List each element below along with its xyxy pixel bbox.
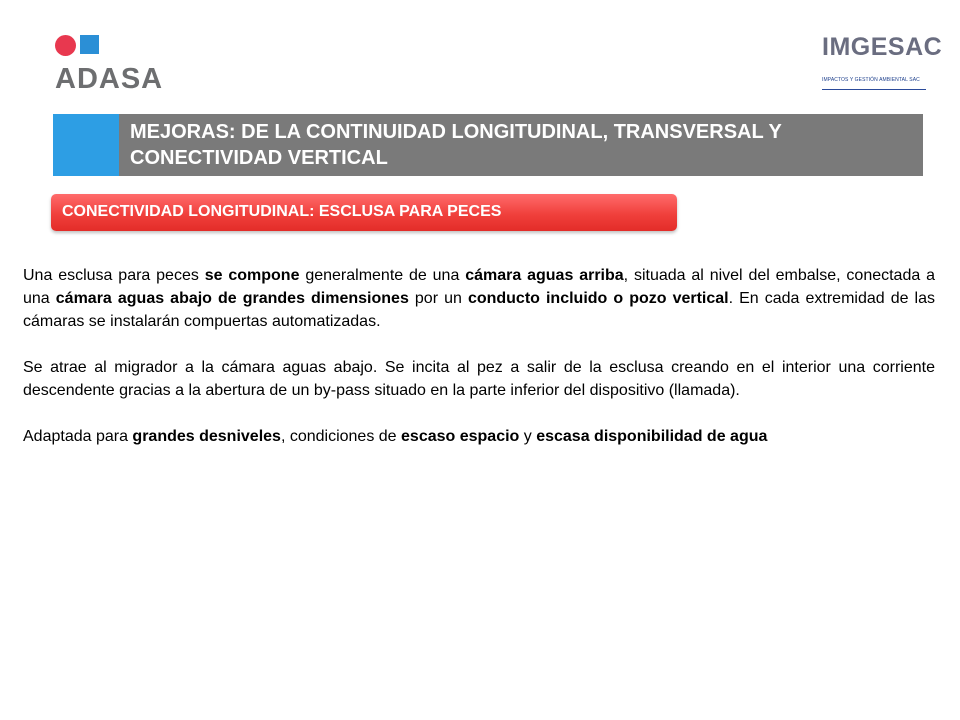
imgesac-wordmark: IMGESAC: [822, 33, 943, 61]
imgesac-logo: [822, 33, 943, 93]
title-accent-block: [53, 114, 119, 176]
text-run: generalmente de una: [299, 267, 466, 284]
bold-text-run: se compone: [204, 267, 300, 284]
bold-text-run: cámara aguas abajo de grandes dimensiones: [55, 290, 409, 307]
imgesac-tagline: IMPACTOS Y GESTIÓN AMBIENTAL SAC: [822, 77, 920, 83]
text-run: Se atrae al migrador a la cámara aguas abajo. Se incita al pez a salir de la esclusa creando en el interior una corriente descendente gracias a la abertura de un by-pass situado en la parte inferior del dispositivo (llamada).: [23, 359, 935, 399]
paragraph: [23, 425, 935, 448]
text-run: y: [519, 428, 537, 445]
text-run: , condiciones de: [280, 428, 402, 445]
bold-text-run: conducto incluido o pozo vertical: [467, 290, 729, 307]
section-label-pill: [51, 194, 677, 231]
adasa-square-icon: [80, 35, 99, 54]
paragraph: [23, 356, 935, 402]
text-run: . En cada extremidad de las cámaras se instalarán compuertas automatizadas.: [23, 290, 936, 330]
bold-text-run: grandes desniveles: [132, 428, 281, 445]
bold-text-run: cámara aguas arriba: [465, 267, 624, 284]
bold-text-run: escaso espacio: [401, 428, 520, 445]
paragraph: [23, 264, 935, 333]
body-text: [23, 264, 935, 471]
adasa-logo: [55, 33, 175, 95]
text-run: Adaptada para: [23, 428, 133, 445]
section-label: CONECTIVIDAD LONGITUDINAL: ESCLUSA PARA PECES: [62, 203, 502, 220]
adasa-wordmark: ADASA: [55, 63, 164, 95]
imgesac-underline: [822, 89, 926, 90]
text-run: Una esclusa para peces: [23, 267, 205, 284]
adasa-dot-icon: [55, 35, 76, 56]
text-run: , situada al nivel del embalse, conectada a una: [23, 267, 936, 307]
text-run: por un: [408, 290, 468, 307]
page-title: MEJORAS: DE LA CONTINUIDAD LONGITUDINAL, TRANSVERSAL Y CONECTIVIDAD VERTICAL: [130, 121, 782, 169]
bold-text-run: escasa disponibilidad de agua: [536, 428, 768, 445]
title-bar: [53, 114, 923, 176]
